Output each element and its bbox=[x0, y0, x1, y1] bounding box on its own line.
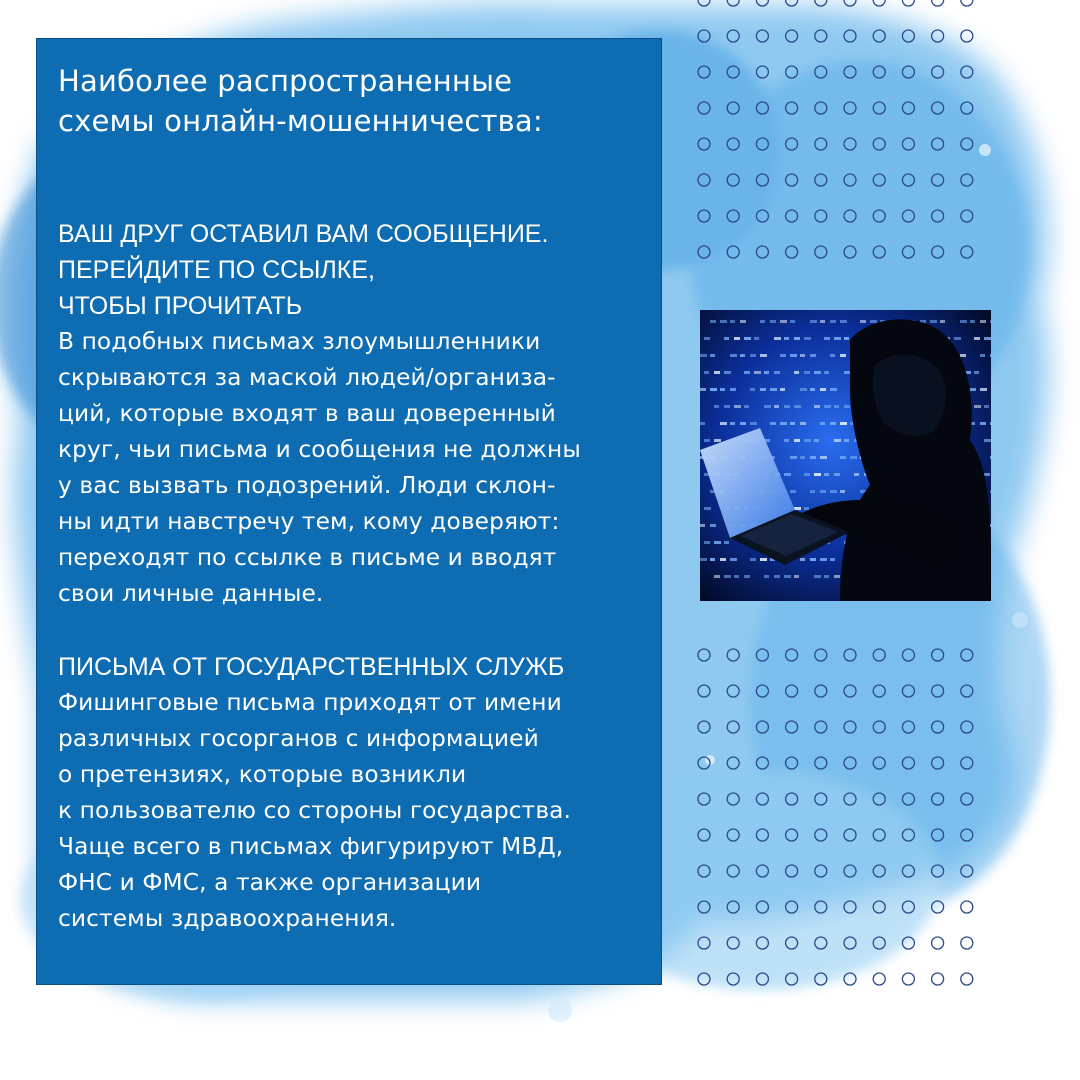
dot bbox=[786, 138, 798, 150]
dot bbox=[961, 138, 973, 150]
dot bbox=[961, 721, 973, 733]
dot bbox=[815, 757, 827, 769]
dot bbox=[698, 937, 710, 949]
scheme-heading: ВАШ ДРУГ ОСТАВИЛ ВАМ СООБЩЕНИЕ. ПЕРЕЙДИТЕ ПО ССЫЛКЕ, ЧТОБЫ ПРОЧИТАТЬ bbox=[58, 220, 549, 320]
dot bbox=[727, 102, 739, 114]
dot bbox=[815, 138, 827, 150]
dot bbox=[698, 30, 710, 42]
dot bbox=[815, 0, 827, 6]
dot bbox=[727, 973, 739, 985]
dot bbox=[727, 246, 739, 258]
dot bbox=[756, 721, 768, 733]
dot bbox=[902, 102, 914, 114]
dot bbox=[786, 901, 798, 913]
dot bbox=[786, 174, 798, 186]
dot bbox=[902, 901, 914, 913]
dot bbox=[786, 66, 798, 78]
dot bbox=[844, 66, 856, 78]
dot bbox=[873, 174, 885, 186]
dot bbox=[902, 649, 914, 661]
dot bbox=[873, 102, 885, 114]
dot bbox=[961, 66, 973, 78]
dot bbox=[698, 901, 710, 913]
dot bbox=[756, 246, 768, 258]
dot bbox=[932, 0, 944, 6]
dot bbox=[873, 246, 885, 258]
dot bbox=[727, 0, 739, 6]
dot bbox=[698, 829, 710, 841]
dot bbox=[902, 721, 914, 733]
dot bbox=[786, 937, 798, 949]
dot bbox=[786, 973, 798, 985]
dot bbox=[844, 901, 856, 913]
dot bbox=[698, 757, 710, 769]
dot bbox=[902, 246, 914, 258]
dot bbox=[727, 937, 739, 949]
dot bbox=[698, 973, 710, 985]
dot bbox=[873, 649, 885, 661]
dot bbox=[961, 174, 973, 186]
dot bbox=[815, 246, 827, 258]
dot bbox=[961, 246, 973, 258]
dot bbox=[844, 793, 856, 805]
dot bbox=[786, 102, 798, 114]
scheme-description: В подобных письмах злоумышленники скрываются за маской людей/организа- ций, которые входят в ваш доверенный круг, чьи письма и сообщения не должны у вас вызвать подозрений. Люди склон- ны идти навстречу тем, кому доверяют: переходят по ссылке в письме и вводят свои личные данные. bbox=[58, 328, 581, 607]
dot bbox=[698, 865, 710, 877]
dot bbox=[932, 246, 944, 258]
dot bbox=[844, 30, 856, 42]
dot bbox=[961, 937, 973, 949]
dot bbox=[698, 66, 710, 78]
dot bbox=[902, 793, 914, 805]
dot bbox=[698, 210, 710, 222]
dot bbox=[756, 685, 768, 697]
dot bbox=[844, 246, 856, 258]
dot bbox=[873, 973, 885, 985]
dot bbox=[932, 138, 944, 150]
dot bbox=[698, 102, 710, 114]
dot bbox=[902, 973, 914, 985]
dot bbox=[756, 0, 768, 6]
dot bbox=[727, 174, 739, 186]
panel-title: Наиболее распространенные схемы онлайн-мошенничества: bbox=[58, 64, 543, 138]
dot bbox=[815, 66, 827, 78]
dot bbox=[873, 30, 885, 42]
dot bbox=[786, 210, 798, 222]
dot bbox=[786, 865, 798, 877]
dot bbox=[902, 0, 914, 6]
dot bbox=[786, 685, 798, 697]
dot bbox=[727, 210, 739, 222]
dot bbox=[873, 66, 885, 78]
dot bbox=[756, 937, 768, 949]
dot bbox=[873, 138, 885, 150]
dot bbox=[873, 757, 885, 769]
dot bbox=[756, 102, 768, 114]
dot bbox=[786, 649, 798, 661]
scheme-government-letters bbox=[58, 649, 654, 937]
dot bbox=[727, 757, 739, 769]
dot bbox=[932, 937, 944, 949]
dot bbox=[698, 649, 710, 661]
dot bbox=[961, 973, 973, 985]
dot bbox=[844, 174, 856, 186]
dot bbox=[786, 757, 798, 769]
dot bbox=[756, 30, 768, 42]
dot bbox=[961, 102, 973, 114]
dot-grid-top bbox=[690, 0, 1000, 265]
dot bbox=[756, 973, 768, 985]
dot bbox=[786, 793, 798, 805]
dot bbox=[815, 937, 827, 949]
dot bbox=[961, 793, 973, 805]
dot bbox=[815, 649, 827, 661]
dot bbox=[873, 829, 885, 841]
dot bbox=[815, 102, 827, 114]
dot bbox=[902, 66, 914, 78]
dot bbox=[873, 793, 885, 805]
dot bbox=[961, 865, 973, 877]
dot bbox=[932, 174, 944, 186]
dot bbox=[786, 829, 798, 841]
dot bbox=[961, 210, 973, 222]
dot bbox=[873, 901, 885, 913]
dot bbox=[727, 685, 739, 697]
dot bbox=[698, 138, 710, 150]
dot bbox=[727, 793, 739, 805]
dot bbox=[932, 66, 944, 78]
scheme-heading: ПИСЬМА ОТ ГОСУДАРСТВЕННЫХ СЛУЖБ bbox=[58, 653, 565, 681]
dot bbox=[961, 901, 973, 913]
dot bbox=[844, 138, 856, 150]
dot bbox=[844, 721, 856, 733]
dot bbox=[902, 210, 914, 222]
dot bbox=[873, 210, 885, 222]
dot bbox=[932, 102, 944, 114]
dot bbox=[756, 66, 768, 78]
dot bbox=[815, 973, 827, 985]
dot bbox=[756, 210, 768, 222]
dot bbox=[844, 0, 856, 6]
dot-grid-bottom bbox=[690, 640, 1000, 990]
info-panel bbox=[36, 38, 662, 985]
dot bbox=[932, 210, 944, 222]
dot bbox=[786, 246, 798, 258]
dot bbox=[727, 721, 739, 733]
dot bbox=[727, 138, 739, 150]
dot bbox=[844, 757, 856, 769]
scheme-friend-message bbox=[58, 216, 654, 612]
dot bbox=[932, 757, 944, 769]
dot bbox=[932, 901, 944, 913]
dot bbox=[756, 138, 768, 150]
dot bbox=[727, 66, 739, 78]
dot bbox=[902, 174, 914, 186]
dot bbox=[786, 30, 798, 42]
dot bbox=[902, 865, 914, 877]
dot bbox=[815, 685, 827, 697]
dot bbox=[844, 649, 856, 661]
dot bbox=[932, 30, 944, 42]
dot bbox=[961, 30, 973, 42]
dot bbox=[698, 721, 710, 733]
dot bbox=[815, 901, 827, 913]
hacker-photo bbox=[700, 310, 991, 601]
dot bbox=[698, 0, 710, 6]
dot bbox=[932, 865, 944, 877]
dot bbox=[873, 685, 885, 697]
dot bbox=[844, 102, 856, 114]
dot bbox=[727, 901, 739, 913]
dot bbox=[756, 174, 768, 186]
dot bbox=[786, 721, 798, 733]
dot bbox=[727, 829, 739, 841]
dot bbox=[902, 30, 914, 42]
dot bbox=[844, 829, 856, 841]
dot bbox=[698, 685, 710, 697]
dot bbox=[844, 865, 856, 877]
dot bbox=[902, 829, 914, 841]
dot bbox=[815, 793, 827, 805]
dot bbox=[873, 721, 885, 733]
dot bbox=[844, 937, 856, 949]
dot bbox=[902, 685, 914, 697]
dot bbox=[902, 757, 914, 769]
dot bbox=[815, 174, 827, 186]
dot bbox=[932, 829, 944, 841]
dot bbox=[727, 30, 739, 42]
dot bbox=[961, 0, 973, 6]
dot bbox=[815, 721, 827, 733]
dot bbox=[932, 793, 944, 805]
dot bbox=[815, 210, 827, 222]
dot bbox=[756, 793, 768, 805]
dot bbox=[873, 0, 885, 6]
dot bbox=[727, 865, 739, 877]
dot bbox=[873, 865, 885, 877]
dot bbox=[961, 649, 973, 661]
dot bbox=[932, 685, 944, 697]
dot bbox=[932, 973, 944, 985]
dot bbox=[932, 649, 944, 661]
dot bbox=[815, 829, 827, 841]
dot bbox=[932, 721, 944, 733]
dot bbox=[902, 138, 914, 150]
dot bbox=[961, 829, 973, 841]
dot bbox=[815, 30, 827, 42]
dot bbox=[961, 757, 973, 769]
dot bbox=[756, 901, 768, 913]
dot bbox=[698, 246, 710, 258]
dot bbox=[844, 685, 856, 697]
scheme-description: Фишинговые письма приходят от имени различных госорганов с информацией о претензиях, которые возникли к пользователю со стороны государства. Чаще всего в письмах фигурируют МВД, ФНС и ФМС, а также организации системы здравоохранения. bbox=[58, 689, 572, 932]
dot bbox=[844, 973, 856, 985]
dot bbox=[902, 937, 914, 949]
dot bbox=[844, 210, 856, 222]
dot bbox=[815, 865, 827, 877]
dot bbox=[756, 865, 768, 877]
dot bbox=[698, 174, 710, 186]
dot bbox=[756, 649, 768, 661]
dot bbox=[698, 793, 710, 805]
dot bbox=[873, 937, 885, 949]
dot bbox=[756, 757, 768, 769]
dot bbox=[786, 0, 798, 6]
dot bbox=[756, 829, 768, 841]
dot bbox=[727, 649, 739, 661]
dot bbox=[961, 685, 973, 697]
